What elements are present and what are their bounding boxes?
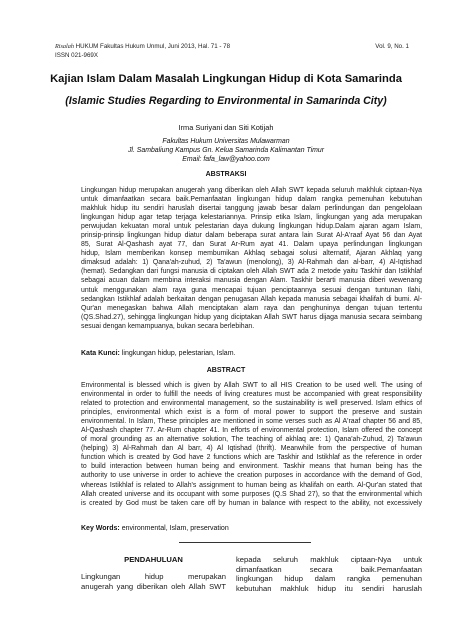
text-line: dimanfaatkan secara baik.Pemanfaatan [236, 564, 422, 574]
abstract-heading: ABSTRACT [206, 367, 246, 374]
text-line: function which is created by God have 2 functions which are Taskhir and Istikhlaf as the reference in order [81, 454, 422, 462]
pendahuluan-heading: PENDAHULUAN [124, 555, 183, 564]
text-line: makhluk hidup itu sendiri haruslah disertai tanggung jawab besar dalam perlindungan dan pengelolaan [81, 205, 422, 213]
running-header-volume: Vol. 9, No. 1 [375, 43, 409, 50]
text-line: sebagai acuan dalam membina interaksi manusia dengan Alam. Taskhir berarti manusia diberi wewenang [81, 277, 422, 285]
running-header-journal: Risalah HUKUM Fakultas Hukum Unmul, Juni 2013, Hal. 71 - 78 [55, 43, 231, 50]
text-line: anugerah yang diberikan oleh Allah SWT [81, 581, 226, 591]
text-line: perwujudan kekuatan moral untuk pelestarian daya dukung lingkungan hidup.Dalam ajaran agam Islam, [81, 223, 422, 231]
text-line: (hemat). Sedangkan dari fungsi manusia di ciptakan oleh Allah SWT ada 2 metode yaitu Taskhir dan Istikhlaf [81, 268, 422, 276]
abstraksi-heading: ABSTRAKSI [205, 171, 247, 178]
text-line: dimaksud adalah: 1) Qana'ah-zuhud, 2) Ta'awun (menolong), 3) Al-Rahmah dan al-barr, 4) Al-Iqtishad [81, 259, 422, 267]
text-line: related to protection and environmental management, so the sustainability is well preserved. Islam ethics of [81, 400, 422, 408]
text-line: sedangkan Istikhlaf adalah berkaitan dengan penugasan Allah kepada manusia sebagai khalifah di bumi. Al- [81, 295, 422, 303]
text-line: untuk dimanfaatkan secara baik.Pemanfaatan lingkungan hidup dalam rangka pemenuhan kebutuhan [81, 196, 422, 204]
abstract-body [81, 381, 422, 508]
text-line: Lingkungan hidup merupakan anugerah yang diberikan oleh Allah SWT kepada seluruh makhluk ciptaan-Nya [81, 187, 422, 194]
text-line: (helping) 3) Al-Rahmah dan Al barr, 4) Al Iqtishad (thrift). Meanwhile from the perspective of human [81, 445, 422, 453]
kata-kunci: Kata Kunci: lingkungan hidup, pelestarian, Islam. [81, 350, 236, 357]
text-line: to build interaction between human being and environment. Taskhir means that human being has the [81, 463, 422, 471]
article-title-english: (Islamic Studies Regarding to Environmental in Samarinda City) [65, 95, 387, 107]
body-right-column [236, 555, 422, 593]
divider-line [179, 542, 311, 543]
address: Jl. Sambaliung Kampus Gn. Kelua Samarinda Kalimantan Timur [127, 147, 325, 154]
article-title: Kajian Islam Dalam Masalah Lingkungan Hidup di Kota Samarinda [50, 73, 402, 85]
issn: ISSN 021-969X [55, 52, 98, 59]
text-line: sesuai dengan kemampuanya, bukan secara berlebihan. [81, 322, 255, 330]
text-line: whereas Istikhlaf is related to Allah's assignment to human being as khalifah on earth. Al-Qur'an stated that [81, 481, 422, 489]
body-left-column [81, 572, 226, 591]
text-line: Al-Qashash chapter 77. Ar-Rum chapter 41. In efforts of environmental protection, Islam offered the concept [81, 427, 422, 435]
text-line: Environmental is blessed which is given by Allah SWT to all HIS Creation to be used well. The using of [81, 382, 422, 389]
text-line: kepada seluruh makhluk ciptaan-Nya untuk [236, 555, 422, 564]
text-line: untuk menggunakan alam raya guna mencapai tujuan penciptaannya sesuai dengan tuntunan Ilahi, [81, 286, 422, 294]
text-line: environmental. In Islam, These principles are mentioned in some verses such as Al A'raaf chapter 56 and 85, [81, 418, 422, 426]
text-line: prinsip-prinsip lingkungan hidup diatur dalam beberapa surat antara lain Surat Al-A'raaf Ayat 56 dan Ayat [81, 232, 422, 240]
text-line: hidup, Islam memberikan konsep membumikan Akhlaq sebagai solusi alternatif, Ajaran Akhlaq yang [81, 250, 422, 258]
email: Email: fafa_law@yahoo.com [182, 156, 270, 163]
text-line: lingkungan hidup agar tetap terjaga kelestariannya. Prinsip etika Islam, lingkungan yang ada merupakan [81, 214, 422, 222]
text-line: Allah created universe and its occupant with some purposes (Q.S Shad 27), so that the environmental which [81, 490, 422, 498]
abstraksi-body [81, 186, 422, 331]
text-line: is created by God must be taken care off by human in balance with respect to the ability, not excessively [81, 499, 422, 507]
text-line: Lingkungan hidup merupakan [81, 572, 226, 581]
text-line: lingkungan hidup dalam rangka pemenuhan [236, 574, 422, 584]
affiliation: Fakultas Hukum Universitas Mulawarman [162, 138, 290, 145]
text-line: environmental in order to fulfill the needs of living creatures must be accompanied with great responsibility [81, 391, 422, 399]
text-line: authority to use universe in order to achieve the creation purposes in accordance with the demand of God, [81, 472, 422, 480]
text-line: (QS.Shad.27), sehingga lingkungan hidup yang diciptakan Allah SWT harus dijaga manusia secara seimbang [81, 313, 422, 321]
text-line: 85, Surat Al-Qashash ayat 77, dan Surat Ar-Rum ayat 41. Dalam upaya perlindungan lingkungan [81, 241, 422, 249]
authors: Irma Suriyani dan Siti Kotijah [178, 123, 274, 132]
text-line: kebutuhan makhluk hidup itu sendiri haruslah [236, 583, 422, 593]
key-words: Key Words: environmental, Islam, preservation [81, 525, 229, 532]
text-line: of moral grounding as an alternative solution, The teaching of akhlaq are: 1) Qana'ah-Zuhud, 2) Ta'awun [81, 436, 422, 444]
text-line: Qur'an menegaskan bahwa Allah menciptakan alam raya dan penghuninya dengan tujuan tertentu [81, 304, 422, 312]
text-line: principles, environmental which exist is a form of moral power to support the preserve and sustain [81, 409, 422, 417]
